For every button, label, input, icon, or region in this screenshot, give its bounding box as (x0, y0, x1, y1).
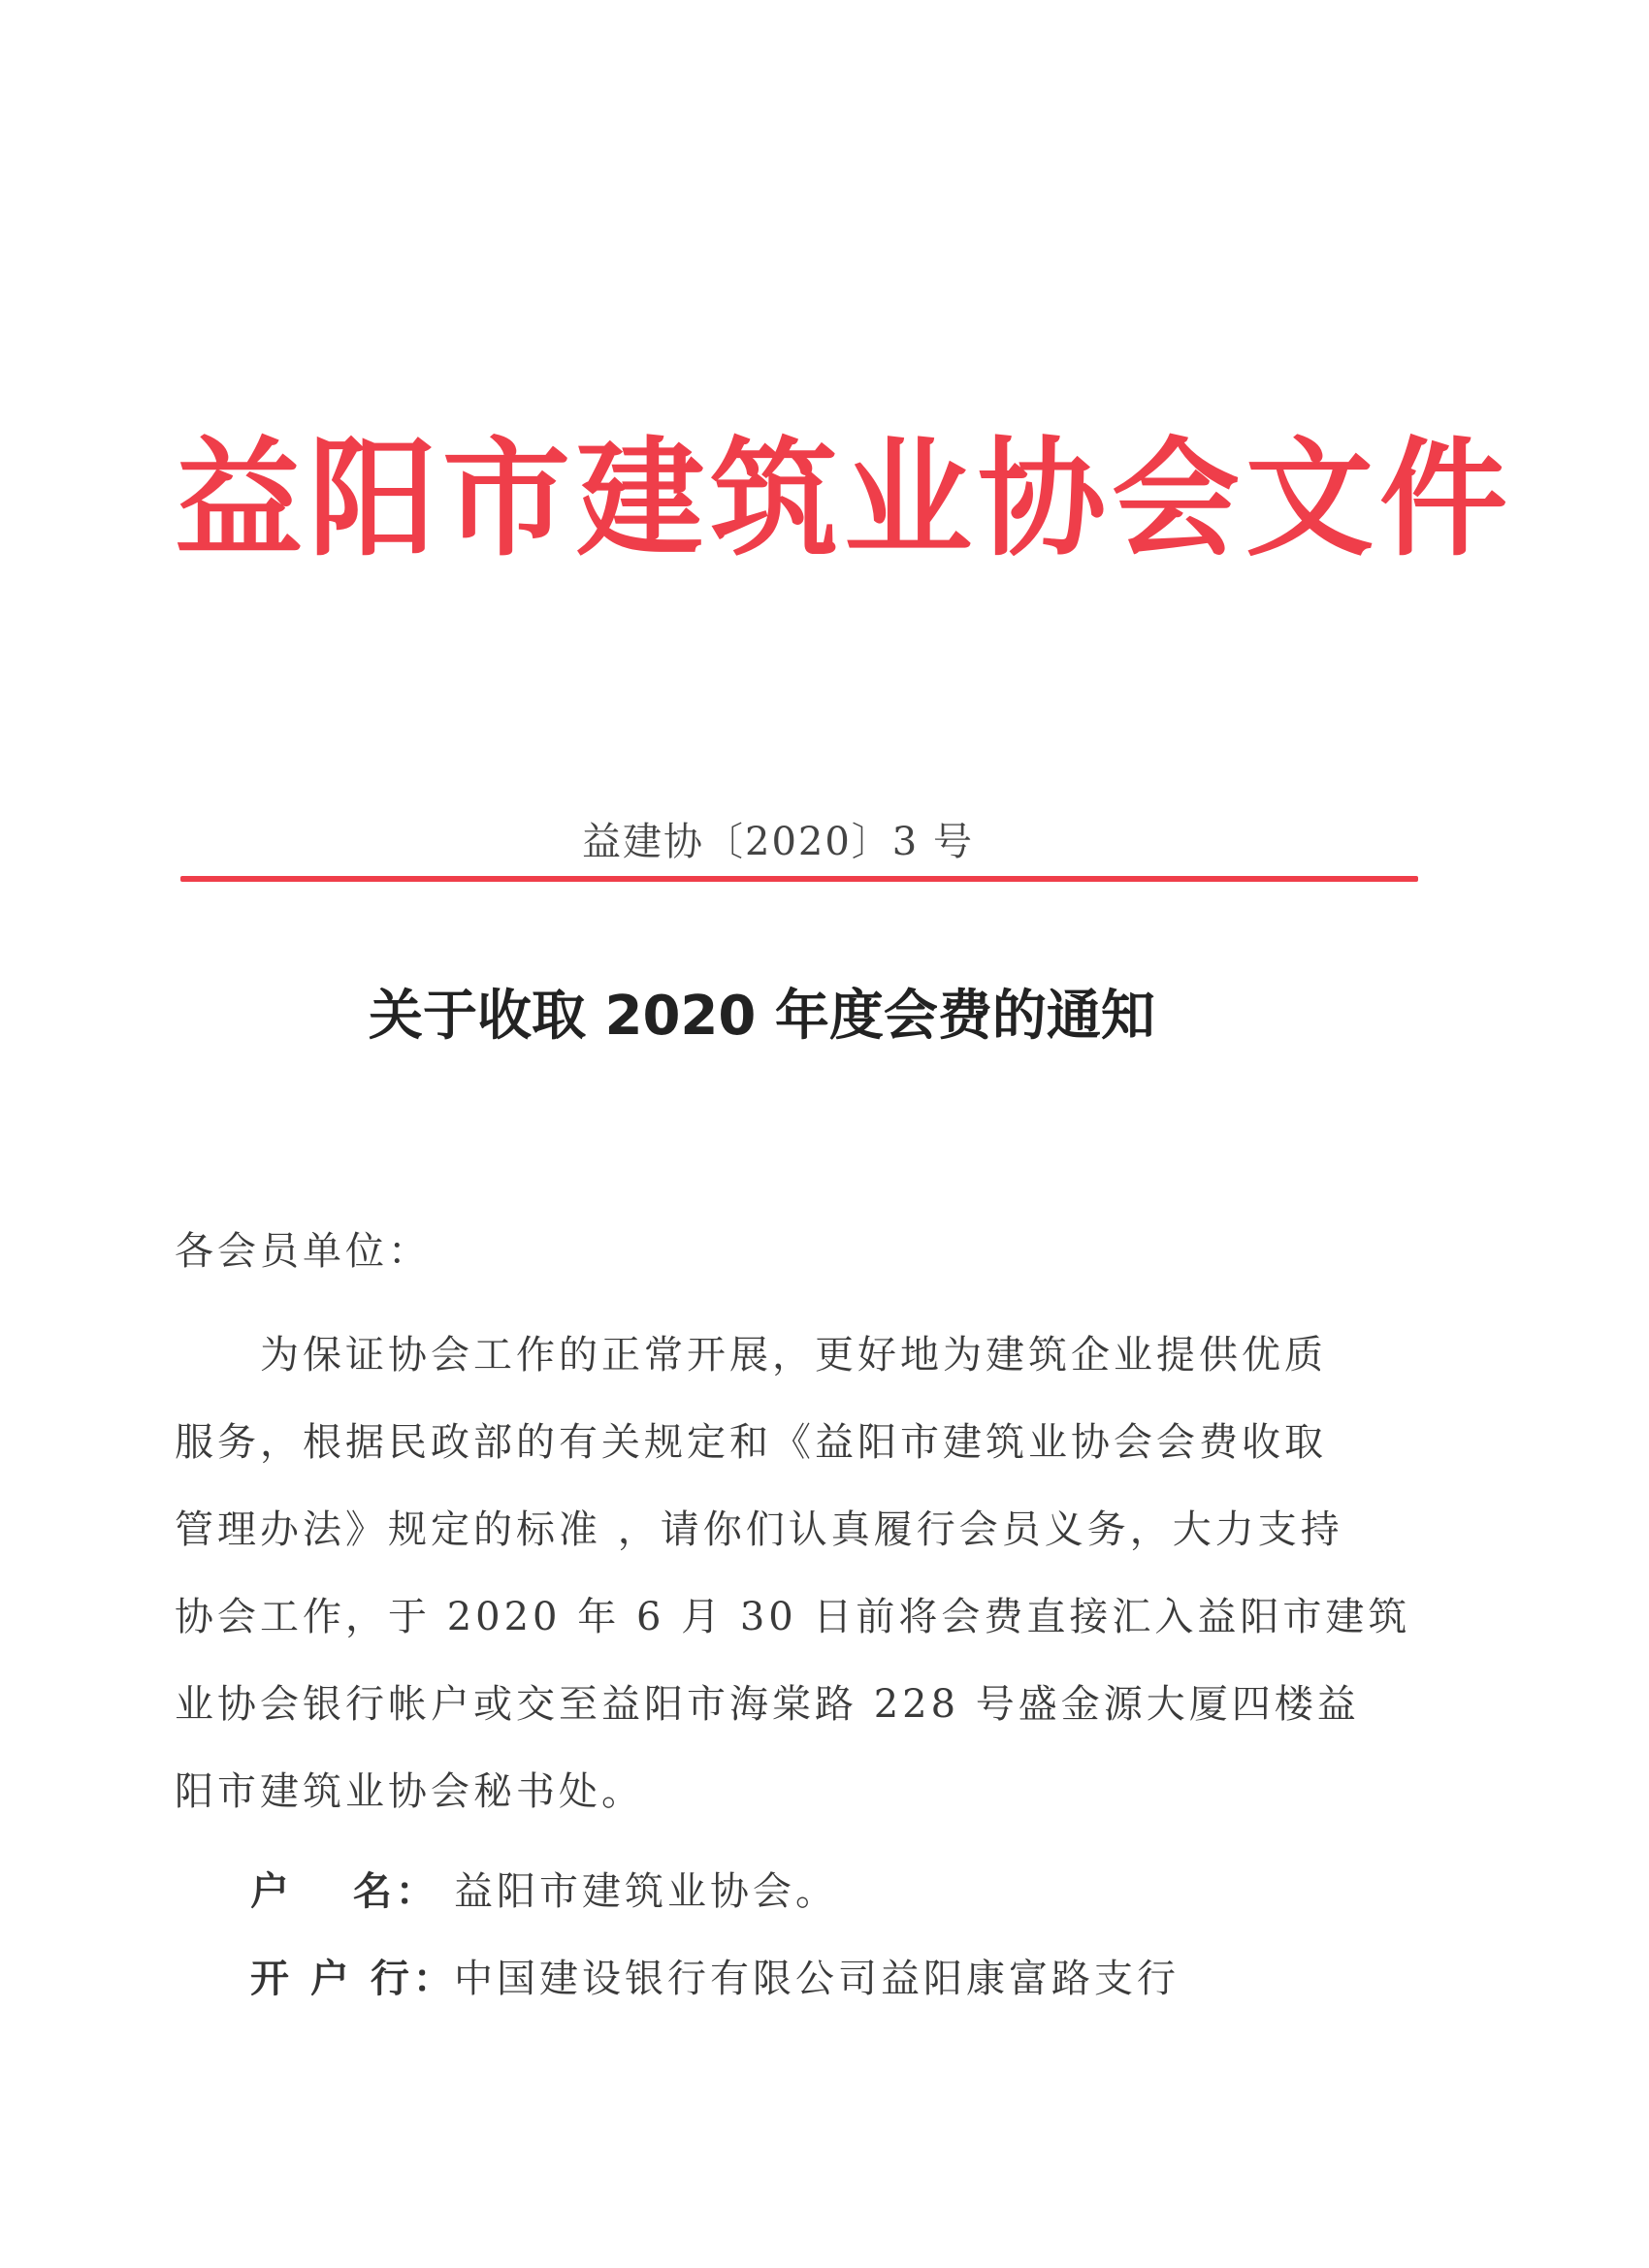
document-number: 益建协〔2020〕3 号 (582, 820, 974, 864)
account-name-label: 户 名： (250, 1868, 438, 1914)
notice-title: 关于收取 2020 年度会费的通知 (369, 985, 1155, 1048)
account-name-value: 益阳市建筑业协会。 (454, 1869, 838, 1914)
body-line: 管理办法》规定的标准 ，请你们认真履行会员义务，大力支持 (175, 1507, 1343, 1552)
body-line: 阳市建筑业协会秘书处。 (175, 1769, 644, 1814)
salutation: 各会员单位： (175, 1229, 431, 1274)
bank-value: 中国建设银行有限公司益阳康富路支行 (454, 1957, 1180, 2001)
body-line: 业协会银行帐户或交至益阳市海棠路 228 号盛金源大厦四楼益 (175, 1682, 1360, 1727)
account-name-row (250, 1864, 838, 1919)
red-divider-line (180, 876, 1418, 882)
body-line: 为保证协会工作的正常开展，更好地为建筑企业提供优质 (175, 1333, 1327, 1377)
body-line: 协会工作，于 2020 年 6 月 30 日前将会费直接汇入益阳市建筑 (175, 1595, 1411, 1639)
masthead-title: 益阳市建筑业协会文件 (175, 424, 1513, 574)
bank-label: 开 户 行： (250, 1956, 456, 2001)
body-paragraph (175, 1312, 1411, 1835)
body-line: 服务，根据民政部的有关规定和《益阳市建筑业协会会费收取 (175, 1420, 1327, 1465)
bank-row (250, 1952, 1180, 2006)
